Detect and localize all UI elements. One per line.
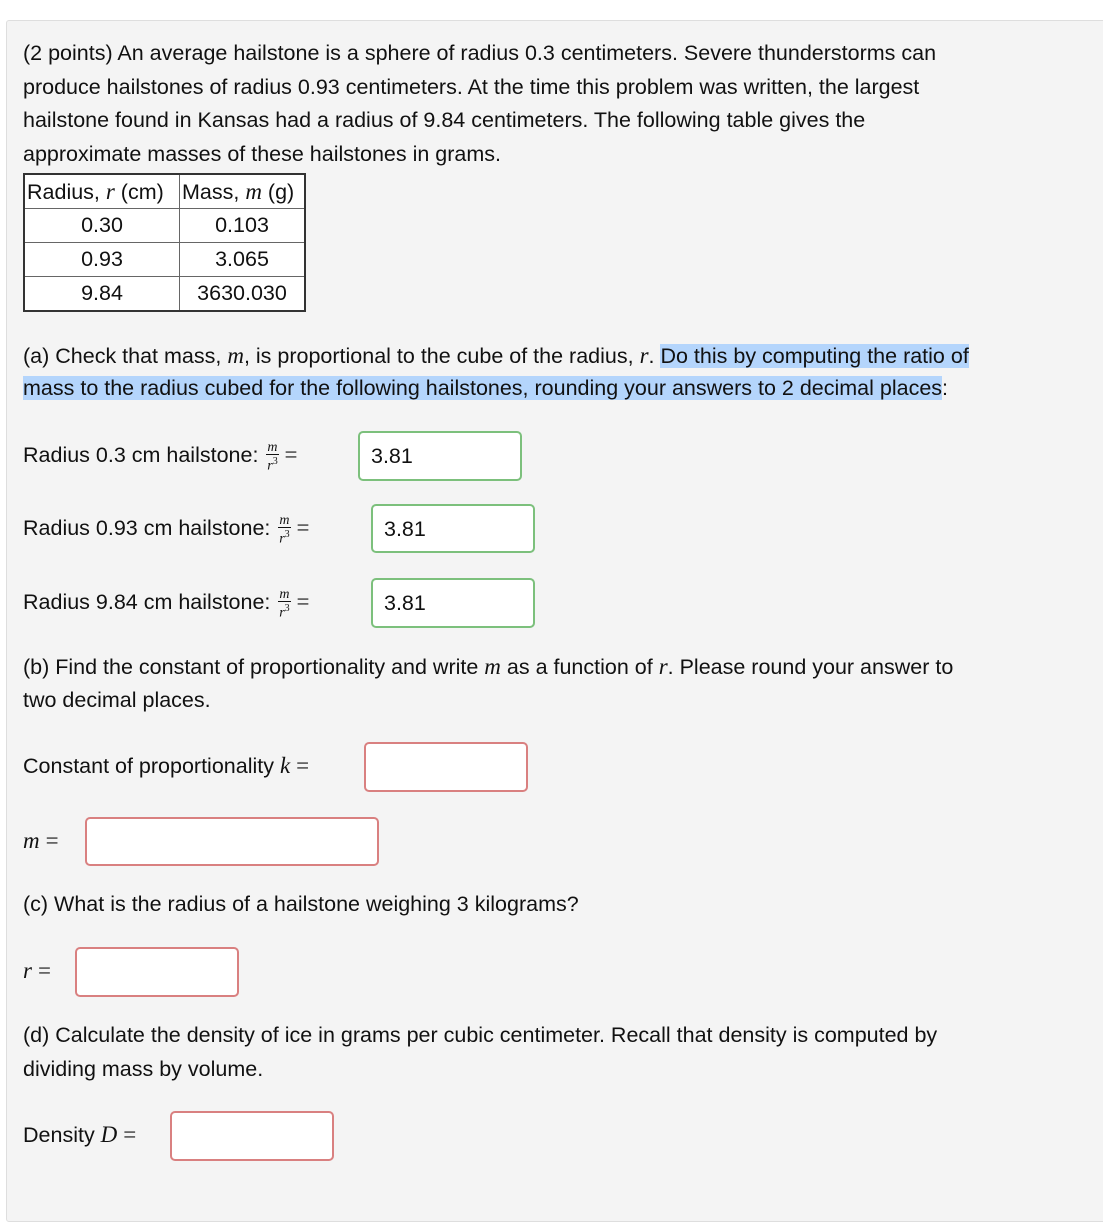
text-span: . xyxy=(648,344,661,368)
text-span: = xyxy=(296,515,310,540)
cell-mass: 3.065 xyxy=(180,243,306,277)
text-span: r xyxy=(279,605,285,621)
text-span: Radius 9.84 cm hailstone: xyxy=(23,590,277,614)
intro-line: hailstone found in Kansas had a radius of 9.84 centimeters. The following table gives the xyxy=(23,108,866,132)
part-a-line xyxy=(23,339,969,373)
part-a-line xyxy=(23,372,948,405)
m-label xyxy=(23,824,59,858)
text-span: , is proportional to the cube of the radius, xyxy=(243,344,640,368)
table-row xyxy=(24,209,305,243)
cell-mass: 0.103 xyxy=(180,209,306,243)
radius-input[interactable] xyxy=(75,947,239,997)
ratio-row-label xyxy=(23,438,298,472)
part-b-line xyxy=(23,650,953,684)
text-span: : xyxy=(942,376,949,400)
text-span: Radius 0.93 cm hailstone: xyxy=(23,516,277,540)
ratio-input-0-3[interactable]: 3.81 xyxy=(358,431,522,481)
fraction-m-over-r3 xyxy=(278,514,290,546)
text-span: r xyxy=(267,458,273,474)
text-span: $r^3$ xyxy=(267,455,278,474)
text-span: m xyxy=(227,343,244,368)
text-span: m xyxy=(484,654,501,679)
text-span: = xyxy=(37,958,51,983)
table-row xyxy=(24,243,305,277)
hailstone-table xyxy=(23,173,306,312)
ratio-input-9-84[interactable]: 3.81 xyxy=(371,578,535,628)
text-span: m xyxy=(279,512,290,528)
cell-radius: 9.84 xyxy=(24,277,180,312)
fraction-m-over-r3 xyxy=(266,441,278,473)
text-span: D xyxy=(100,1122,118,1147)
text-span: r xyxy=(658,654,668,679)
highlighted-text: mass to the radius cubed for the following hailstones, rounding your answers to 2 decimal places xyxy=(23,376,943,400)
text-span: . Please round your answer to xyxy=(667,655,954,679)
text-span: = xyxy=(296,753,310,778)
text-span: k xyxy=(279,753,291,778)
m-function-input[interactable] xyxy=(85,817,379,866)
text-span: = xyxy=(123,1122,137,1147)
header-mass xyxy=(180,174,306,209)
text-span: = xyxy=(296,589,310,614)
text-span: (a) Check that mass, xyxy=(23,344,228,368)
intro-line: (2 points) An average hailstone is a sphere of radius 0.3 centimeters. Severe thunderstorms can xyxy=(23,41,937,65)
text-span: $r^3$ xyxy=(279,602,290,621)
text-span: Density xyxy=(23,1123,101,1147)
k-label xyxy=(23,749,309,783)
table-header-row xyxy=(24,174,305,209)
constant-k-input[interactable] xyxy=(364,742,528,792)
r-label xyxy=(23,954,51,988)
text-span: r xyxy=(23,958,32,983)
part-d-line: (d) Calculate the density of ice in grams per cubic centimeter. Recall that density is computed by xyxy=(23,1023,938,1047)
text-span: Constant of proportionality xyxy=(23,754,280,778)
text-span: $r^3$ xyxy=(279,528,290,547)
intro-line: approximate masses of these hailstones in grams. xyxy=(23,142,502,166)
text-span: Mass, xyxy=(182,179,246,204)
ratio-row-label xyxy=(23,585,309,619)
text-span: m xyxy=(23,828,40,853)
table-row xyxy=(24,277,305,312)
text-span: Radius, xyxy=(27,179,106,204)
text-span: r xyxy=(639,343,649,368)
text-span: r xyxy=(105,178,115,204)
ratio-row-label xyxy=(23,511,309,545)
intro-line: produce hailstones of radius 0.93 centimeters. At the time this problem was written, the largest xyxy=(23,75,920,99)
density-input[interactable] xyxy=(170,1111,334,1161)
text-span: (g) xyxy=(261,179,295,204)
part-b-line: two decimal places. xyxy=(23,688,211,712)
text-span: m xyxy=(245,178,262,204)
text-span: (cm) xyxy=(114,179,164,204)
header-radius xyxy=(24,174,180,209)
ratio-input-0-93[interactable]: 3.81 xyxy=(371,504,535,553)
cell-mass: 3630.030 xyxy=(180,277,306,312)
part-d-line: dividing mass by volume. xyxy=(23,1057,264,1081)
cell-radius: 0.30 xyxy=(24,209,180,243)
text-span: = xyxy=(284,442,298,467)
part-c-question: (c) What is the radius of a hailstone weighing 3 kilograms? xyxy=(23,892,579,916)
text-span: m xyxy=(279,586,290,602)
text-span: r xyxy=(279,531,285,547)
density-label xyxy=(23,1118,136,1152)
cell-radius: 0.93 xyxy=(24,243,180,277)
text-span: as a function of xyxy=(500,655,659,679)
text-span: = xyxy=(45,828,59,853)
fraction-m-over-r3 xyxy=(278,588,290,620)
text-span: m xyxy=(267,439,278,455)
text-span: (b) Find the constant of proportionality and write xyxy=(23,655,485,679)
highlighted-text: Do this by computing the ratio of xyxy=(660,344,969,368)
text-span: Radius 0.3 cm hailstone: xyxy=(23,443,265,467)
